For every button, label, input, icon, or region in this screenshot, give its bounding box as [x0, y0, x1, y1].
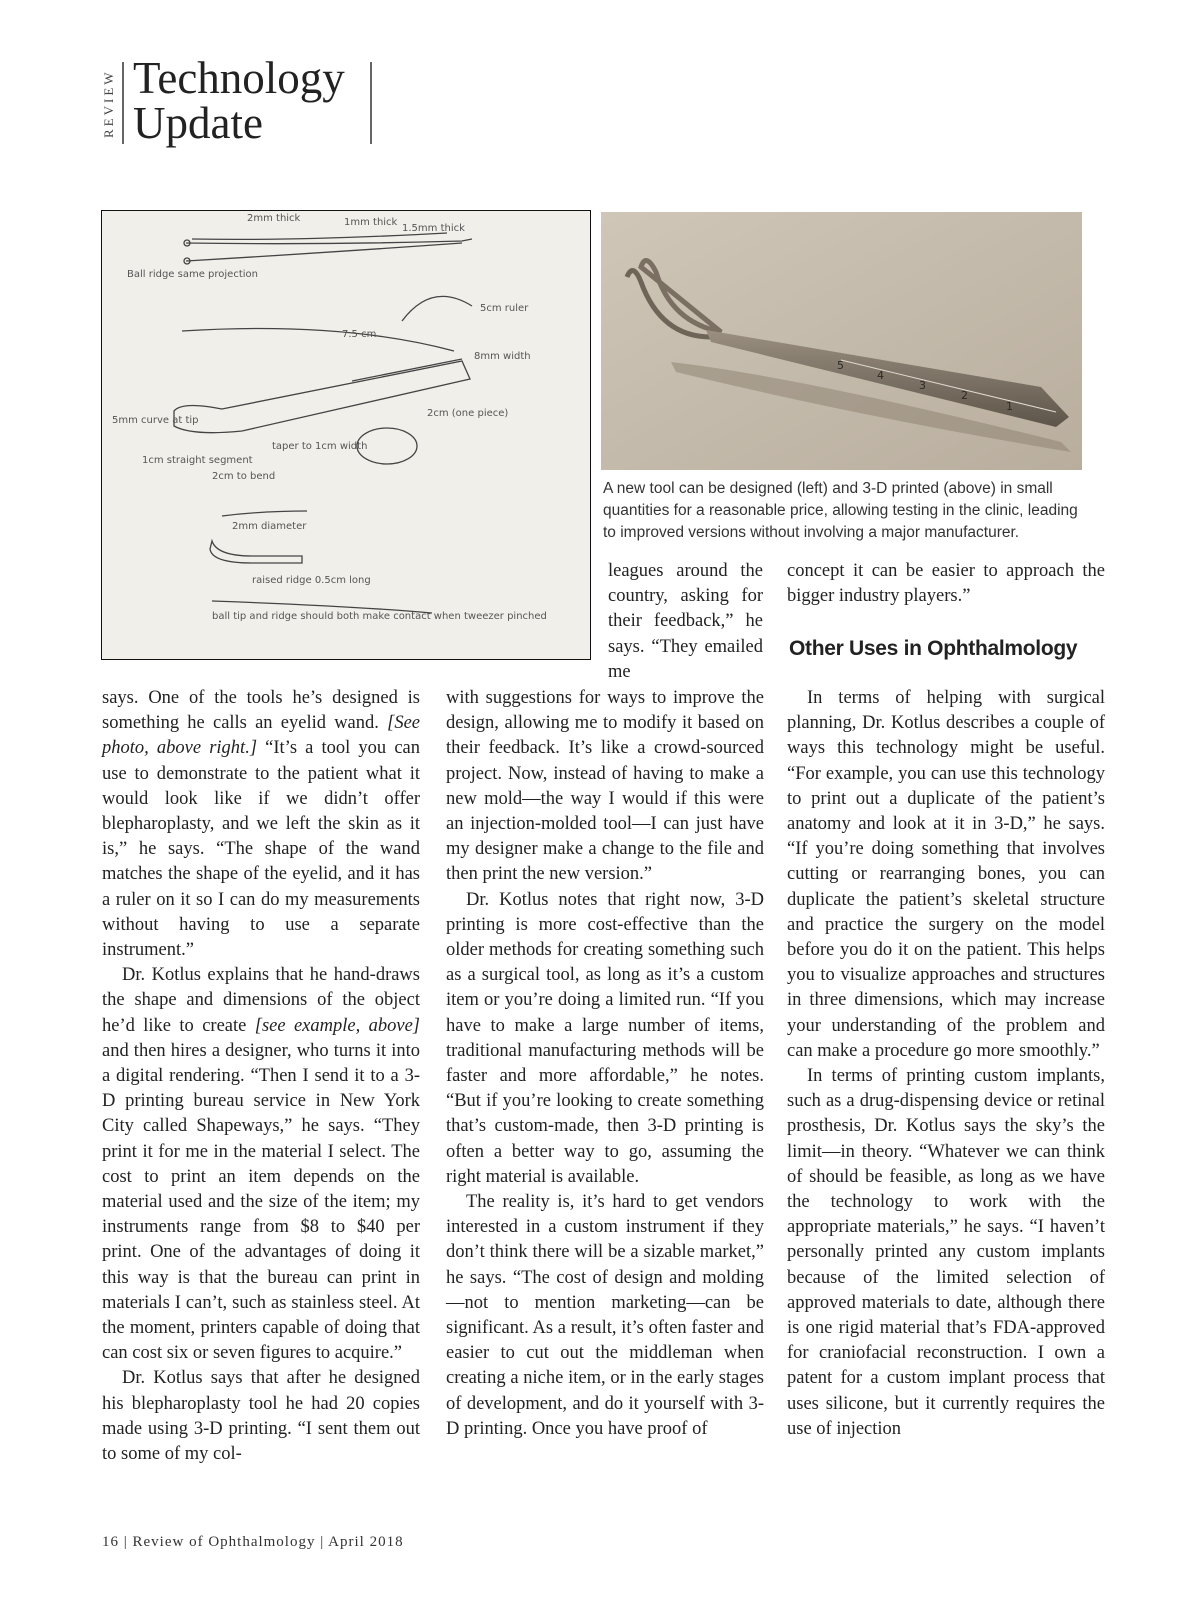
page-title-line2: Update: [133, 98, 263, 148]
ruler-number: 1: [1006, 400, 1013, 413]
paragraph: In terms of printing custom implants, such as a drug-dispensing device or retinal prosthesis, Dr. Kotlus says the sky’s the limit—in theory. “Whatever we can think of should be feasible, as long as we have the technology to work with the appropriate materials,” he says. “I haven’t personally printed any custom implants because of the limited selection of approved materials to date, although there is one rigid material that’s FDA-approved for craniofacial reconstruction. I own a patent for a custom implant process that uses silicone, but it currently requires the use of injection: [787, 1066, 1105, 1439]
sketch-note: 1mm thick: [344, 217, 398, 228]
tool-sketch-figure: [101, 210, 591, 660]
tool-sketch-drawing: [102, 211, 590, 659]
paragraph: The reality is, it’s hard to get vendors interested in a custom instrument if they don’t think there will be a sizable market,” he says. “The cost of design and molding—not to mention marketing—can be significant. As a result, it’s often faster and easier to cut out the middleman when creating a niche item, or in the early stages of development, and do it yourself with 3-D printing. Once you have proof of: [446, 1192, 764, 1439]
paragraph: [102, 686, 420, 963]
header-divider-right: [370, 62, 372, 144]
paragraph-text: Dr. Kotlus explains that he hand-draws the shape and dimensions of the object he’d like to create: [102, 965, 420, 1036]
printed-tool-image: [601, 212, 1082, 470]
page-footer: 16 | Review of Ophthalmology | April 2018: [102, 1534, 404, 1550]
paragraph-text: says. One of the tools he’s designed is something he calls an eyelid wand.: [102, 688, 420, 734]
ruler-number: 5: [837, 359, 844, 372]
sketch-dimension-arc: [182, 329, 454, 352]
sketch-note: 5cm ruler: [480, 303, 529, 314]
paragraph-italic: [see example, above]: [254, 1015, 420, 1036]
section-kicker: REVIEW: [101, 69, 116, 139]
page-title: [133, 53, 345, 148]
paragraph: Dr. Kotlus notes that right now, 3-D printing is more cost-effective than the older methods for creating something such as a surgical tool, as long as it’s a custom item or you’re doing a limited run. “If you have to make a large number of items, traditional manufacturing methods will be faster and more affordable,” he notes. “But if you’re looking to create something that’s custom-made, then 3-D printing is often a better way to go, assuming the right material is available.: [446, 889, 764, 1187]
sketch-wand-body: [174, 361, 470, 433]
article-column-3: [787, 686, 1105, 1442]
ruler-number: 4: [877, 369, 884, 382]
sketch-note: 1cm straight segment: [142, 455, 253, 466]
paragraph: with suggestions for ways to improve the design, allowing me to modify it based on their feedback. It’s like a crowd-sourced project. Now, instead of having to make a new mold—the way I would if this were an injection-molded tool—I can just have my designer make a change to the file and then print the new version.”: [446, 688, 764, 885]
article-column-1: [102, 686, 420, 1467]
article-column-2-top: [608, 559, 763, 685]
article-column-2: [446, 686, 764, 1442]
sketch-note: taper to 1cm width: [272, 441, 368, 452]
sketch-tweezer-bottom-arm: [186, 243, 462, 261]
paragraph-italic: [See photo, above right.]: [102, 713, 420, 759]
ruler-number: 3: [919, 379, 926, 392]
sketch-note: 2mm thick: [247, 213, 301, 224]
sketch-note: Ball ridge same projection: [127, 269, 258, 280]
sketch-note: 2cm (one piece): [427, 408, 509, 419]
sketch-note: raised ridge 0.5cm long: [252, 575, 371, 586]
page-title-line1: Technology: [133, 53, 345, 103]
sketch-ruler-edge: [352, 359, 462, 381]
section-subhead: Other Uses in Ophthalmology: [789, 637, 1078, 660]
paragraph: [102, 963, 420, 1366]
sketch-note: ball tip and ridge should both make contact when tweezer pinched: [212, 611, 547, 622]
sketch-note: 2mm diameter: [232, 521, 307, 532]
paragraph: concept it can be easier to approach the bigger industry players.”: [787, 561, 1105, 607]
sketch-note: 1.5mm thick: [402, 223, 465, 234]
sketch-leader-line: [402, 296, 472, 321]
paragraph: leagues around the country, asking for their feedback,” he says. “They emailed me: [608, 561, 763, 682]
figure-caption: A new tool can be designed (left) and 3-D printed (above) in small quantities for a reasonable price, allowing testing in the clinic, leading to improved versions without involving a major manufacturer.: [603, 480, 1078, 541]
paragraph-text: “It’s a tool you can use to demonstrate to the patient what it would look like if we didn’t offer blepharoplasty, and we left the skin as it is,” he says. “The shape of the wand matches the shape of the eyelid, and it has a ruler on it so I can do my measurements without having to use a separate instrument.”: [102, 738, 420, 961]
header-divider-left: [122, 62, 124, 144]
sketch-leader-line: [222, 511, 307, 516]
ruler-number: 2: [961, 389, 968, 402]
sketch-note: 5mm curve at tip: [112, 415, 199, 426]
sketch-note: 8mm width: [474, 351, 531, 362]
sketch-wand-detail: [210, 541, 302, 563]
sketch-note: 7.5 cm: [342, 329, 377, 340]
paragraph: In terms of helping with surgical planning, Dr. Kotlus describes a couple of ways this technology might be useful. “For example, you can use this technology to print out a duplicate of the patient’s anatomy and look at it in 3-D,” he says. “If you’re doing something that involves cutting or rearranging bones, you can duplicate the patient’s skeletal structure and practice the surgery on the model before you do it on the patient. This helps you to visualize approaches and structures in three dimensions, which may increase your understanding of the problem and can make a procedure go more smoothly.”: [787, 688, 1105, 1061]
printed-tool-photo: [601, 212, 1082, 470]
article-column-3-top: [787, 559, 1105, 609]
sketch-note: 2cm to bend: [212, 471, 276, 482]
paragraph: Dr. Kotlus says that after he designed his blepharoplasty tool he had 20 copies made using 3-D printing. “I sent them out to some of my col-: [102, 1368, 420, 1465]
paragraph-text: and then hires a designer, who turns it into a digital rendering. “Then I send it to a 3-D printing bureau service in New York City called Shapeways,” he says. “They print it for me in the material I select. The cost to print an item depends on the material used and the size of the item; my instruments range from $8 to $40 per print. One of the advantages of doing it this way is that the bureau can print in materials I can’t, such as stainless steel. At the moment, printers capable of doing that can cost six or seven figures to acquire.”: [102, 1040, 420, 1364]
